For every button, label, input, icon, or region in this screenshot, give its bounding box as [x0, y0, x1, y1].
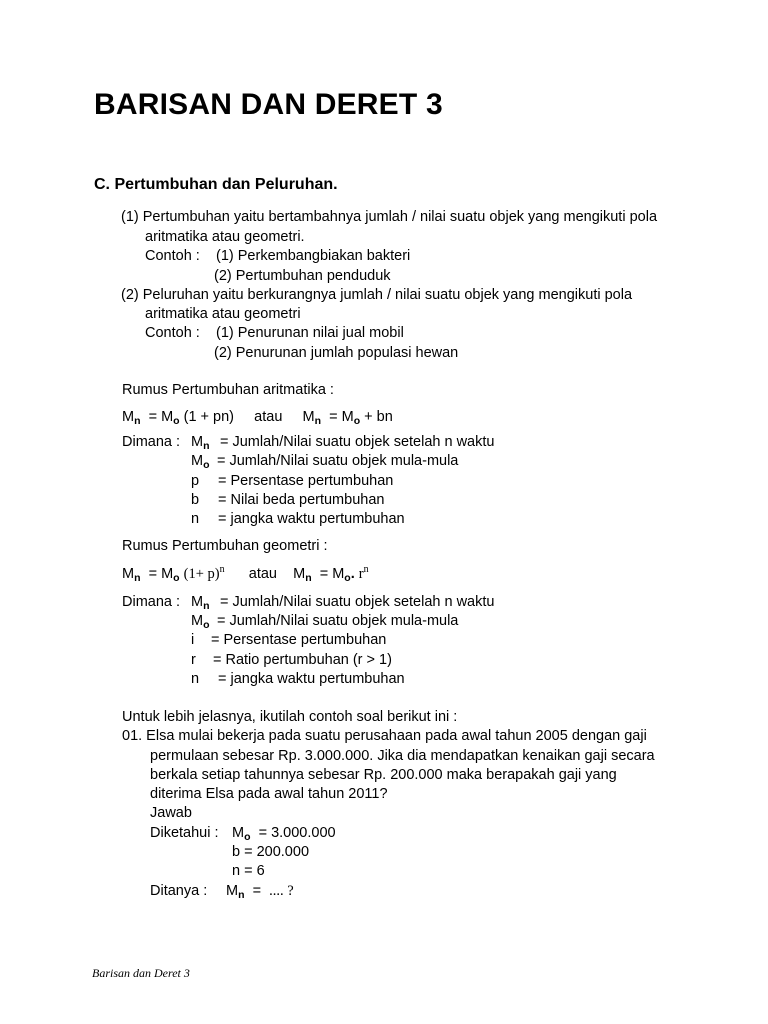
diketahui-label: Diketahui : [150, 825, 219, 841]
arith-def-text: = Jumlah/Nilai suatu objek mula-mula [217, 453, 459, 469]
arith-def-sym: $M_o$ [191, 453, 210, 471]
geom-def-text: = Jumlah/Nilai suatu objek mula-mula [217, 613, 459, 629]
arith-def-sym: p [191, 473, 200, 489]
item2-contoh-label: Contoh : [145, 325, 200, 341]
geom-heading: Rumus Pertumbuhan geometri : [122, 538, 328, 554]
item2-line2: aritmatika atau geometri [145, 306, 301, 322]
formula-paren: (1+ p) [183, 566, 220, 582]
atau-text: atau [248, 566, 277, 582]
formula-m: M [122, 409, 135, 425]
formula-rest: + bn [364, 409, 393, 425]
formula-m: M [161, 566, 174, 582]
formula-m: M [332, 566, 345, 582]
arith-def-text: = jangka waktu pertumbuhan [218, 511, 405, 527]
arith-def-sym: $M_n$ [191, 434, 210, 452]
item1-example-2: (2) Pertumbuhan penduduk [214, 268, 391, 284]
given-n: n = 6 [232, 863, 265, 879]
example-intro: Untuk lebih jelasnya, ikutilah contoh soal berikut ini : [122, 709, 458, 725]
jawab-label: Jawab [150, 805, 192, 821]
formula-m: M [122, 566, 135, 582]
arith-formula: $M_n = M_o$ (1 + pn) atau $M_n = M_o$ + bn [122, 409, 393, 427]
formula-sub: o [173, 415, 180, 427]
formula-exponent: n [363, 564, 369, 575]
example-question-line: berkala setiap tahunnya sebesar Rp. 200.000 maka berapakah gaji yang [150, 767, 617, 783]
geom-def-sym: $M_n$ [191, 594, 210, 612]
page-title: BARISAN DAN DERET 3 [94, 88, 443, 121]
geom-def-text: = Jumlah/Nilai suatu objek setelah n waktu [220, 594, 495, 610]
formula-r: r [358, 566, 364, 582]
formula-m: M [302, 409, 315, 425]
atau-text: atau [254, 409, 283, 425]
formula-sub: o [173, 572, 180, 584]
geom-def-text: = Persentase pertumbuhan [211, 632, 387, 648]
geom-def-sym: n [191, 671, 200, 687]
formula-dot: . [350, 566, 355, 582]
geom-def-sym: i [191, 632, 195, 648]
formula-rest: (1 + pn) [183, 409, 234, 425]
item2-example-1: (1) Penurunan nilai jual mobil [216, 325, 404, 341]
formula-sub: n [314, 415, 322, 427]
formula-exponent: n [219, 564, 225, 575]
arith-dimana: Dimana : [122, 434, 181, 450]
formula-sub: n [305, 572, 312, 584]
given-b: b = 200.000 [232, 844, 310, 860]
item1-line2: aritmatika atau geometri. [145, 229, 305, 245]
arith-def-text: = Nilai beda pertumbuhan [218, 492, 385, 508]
example-question-line: diterima Elsa pada awal tahun 2011? [150, 786, 388, 802]
formula-sub: o [353, 415, 361, 427]
formula-m: M [293, 566, 306, 582]
arith-def-text: = Jumlah/Nilai suatu objek setelah n waktu [220, 434, 495, 450]
formula-m: M [161, 409, 174, 425]
formula-sub: n [134, 415, 141, 427]
geom-def-sym: r [191, 652, 196, 668]
item1-example-1: (1) Perkembangbiakan bakteri [216, 248, 411, 264]
item1-contoh-label: Contoh : [145, 248, 200, 264]
formula-sub: n [134, 572, 141, 584]
geom-formula: $M_n = M_o$ $(1+ p)^n$ atau $M_n = M_o$. $r^n$ [122, 564, 369, 584]
section-heading: C. Pertumbuhan dan Peluruhan. [94, 176, 338, 193]
example-question-line: 01. Elsa mulai bekerja pada suatu perusahaan pada awal tahun 2005 dengan gaji [122, 728, 647, 744]
given-mo: $M_o = 3.000.000$ [232, 825, 336, 843]
asked-mn: $M_n$ = .... ? [226, 883, 294, 901]
arith-def-sym: b [191, 492, 200, 508]
formula-sub: o [344, 572, 351, 584]
arith-def-sym: n [191, 511, 200, 527]
ditanya-label: Ditanya : [150, 883, 208, 899]
item2-line1: (2) Peluruhan yaitu berkurangnya jumlah / nilai suatu objek yang mengikuti pola [121, 287, 633, 303]
item2-example-2: (2) Penurunan jumlah populasi hewan [214, 345, 459, 361]
geom-def-sym: $M_o$ [191, 613, 210, 631]
example-question-line: permulaan sebesar Rp. 3.000.000. Jika dia mendapatkan kenaikan gaji secara [150, 748, 655, 764]
page-footer: Barisan dan Deret 3 [92, 966, 190, 980]
geom-def-text: = jangka waktu pertumbuhan [218, 671, 405, 687]
geom-def-text: = Ratio pertumbuhan (r > 1) [213, 652, 392, 668]
arith-heading: Rumus Pertumbuhan aritmatika : [122, 382, 334, 398]
formula-m: M [341, 409, 354, 425]
geom-dimana: Dimana : [122, 594, 181, 610]
item1-line1: (1) Pertumbuhan yaitu bertambahnya jumlah / nilai suatu objek yang mengikuti pola [121, 209, 658, 225]
arith-def-text: = Persentase pertumbuhan [218, 473, 394, 489]
